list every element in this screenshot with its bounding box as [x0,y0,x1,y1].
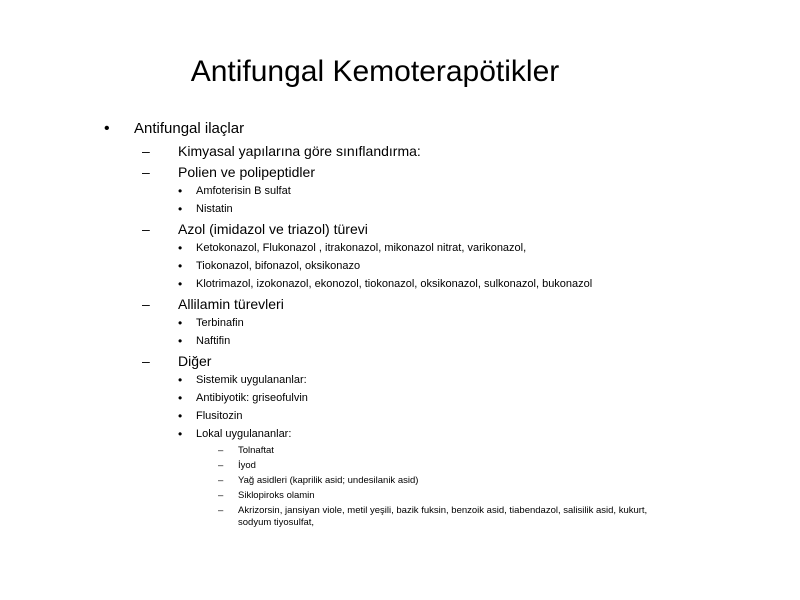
section-classification [142,141,754,161]
drug-item-label: Lokal uygulananlar: [196,428,292,440]
section-label: Polien ve polipeptidler [178,164,315,180]
drug-item: • Ketokonazol, Flukonazol , itrakonazol, mikonazol nitrat, varikonazol, [178,239,754,257]
drug-item: • Tiokonazol, bifonazol, oksikonazo [178,257,754,275]
local-drug-item: – Yağ asidleri (kaprilik asid; undesilanik asid) [218,475,656,487]
section-label: Kimyasal yapılarına göre sınıflandırma: [178,143,421,159]
section-label: Azol (imidazol ve triazol) türevi [178,221,368,237]
top-item-label: Antifungal ilaçlar [134,120,245,137]
section-label: Allilamin türevleri [178,296,284,312]
drug-item: • Sistemik uygulananlar: [178,371,754,389]
drug-item: • Terbinafin [178,314,754,332]
drug-list [178,371,754,529]
local-drug-item: – İyod [218,460,656,472]
drug-list [178,239,754,293]
drug-item: • Flusitozin [178,407,754,425]
slide-title: Antifungal Kemoterapötikler [190,55,560,88]
bullet-list [104,118,754,532]
drug-item: • Klotrimazol, izokonazol, ekonozol, tiokonazol, oksikonazol, sulkonazol, bukonazol [178,275,754,293]
section-label: Diğer [178,353,212,369]
drug-item: • Nistatin [178,200,754,218]
drug-item-local [178,425,754,529]
drug-list [178,182,754,218]
local-drug-item: – Tolnaftat [218,445,656,457]
local-drug-item: – Siklopiroks olamin [218,490,656,502]
drug-item: • Amfoterisin B sulfat [178,182,754,200]
section-allilamin [142,294,754,350]
drug-item: • Naftifin [178,332,754,350]
section-list [134,141,754,529]
local-drug-item: – Akrizorsin, jansiyan viole, metil yeşili, bazik fuksin, benzoik asid, tiabendazol, salisilik asid, kukurt, sodyum tiyosulfat, [218,505,656,529]
local-drug-list [196,445,656,529]
section-diger [142,351,754,529]
drug-item: • Antibiyotik: griseofulvin [178,389,754,407]
section-polien [142,162,754,218]
drug-list [178,314,754,350]
top-level-item [104,118,754,529]
section-azol [142,219,754,293]
